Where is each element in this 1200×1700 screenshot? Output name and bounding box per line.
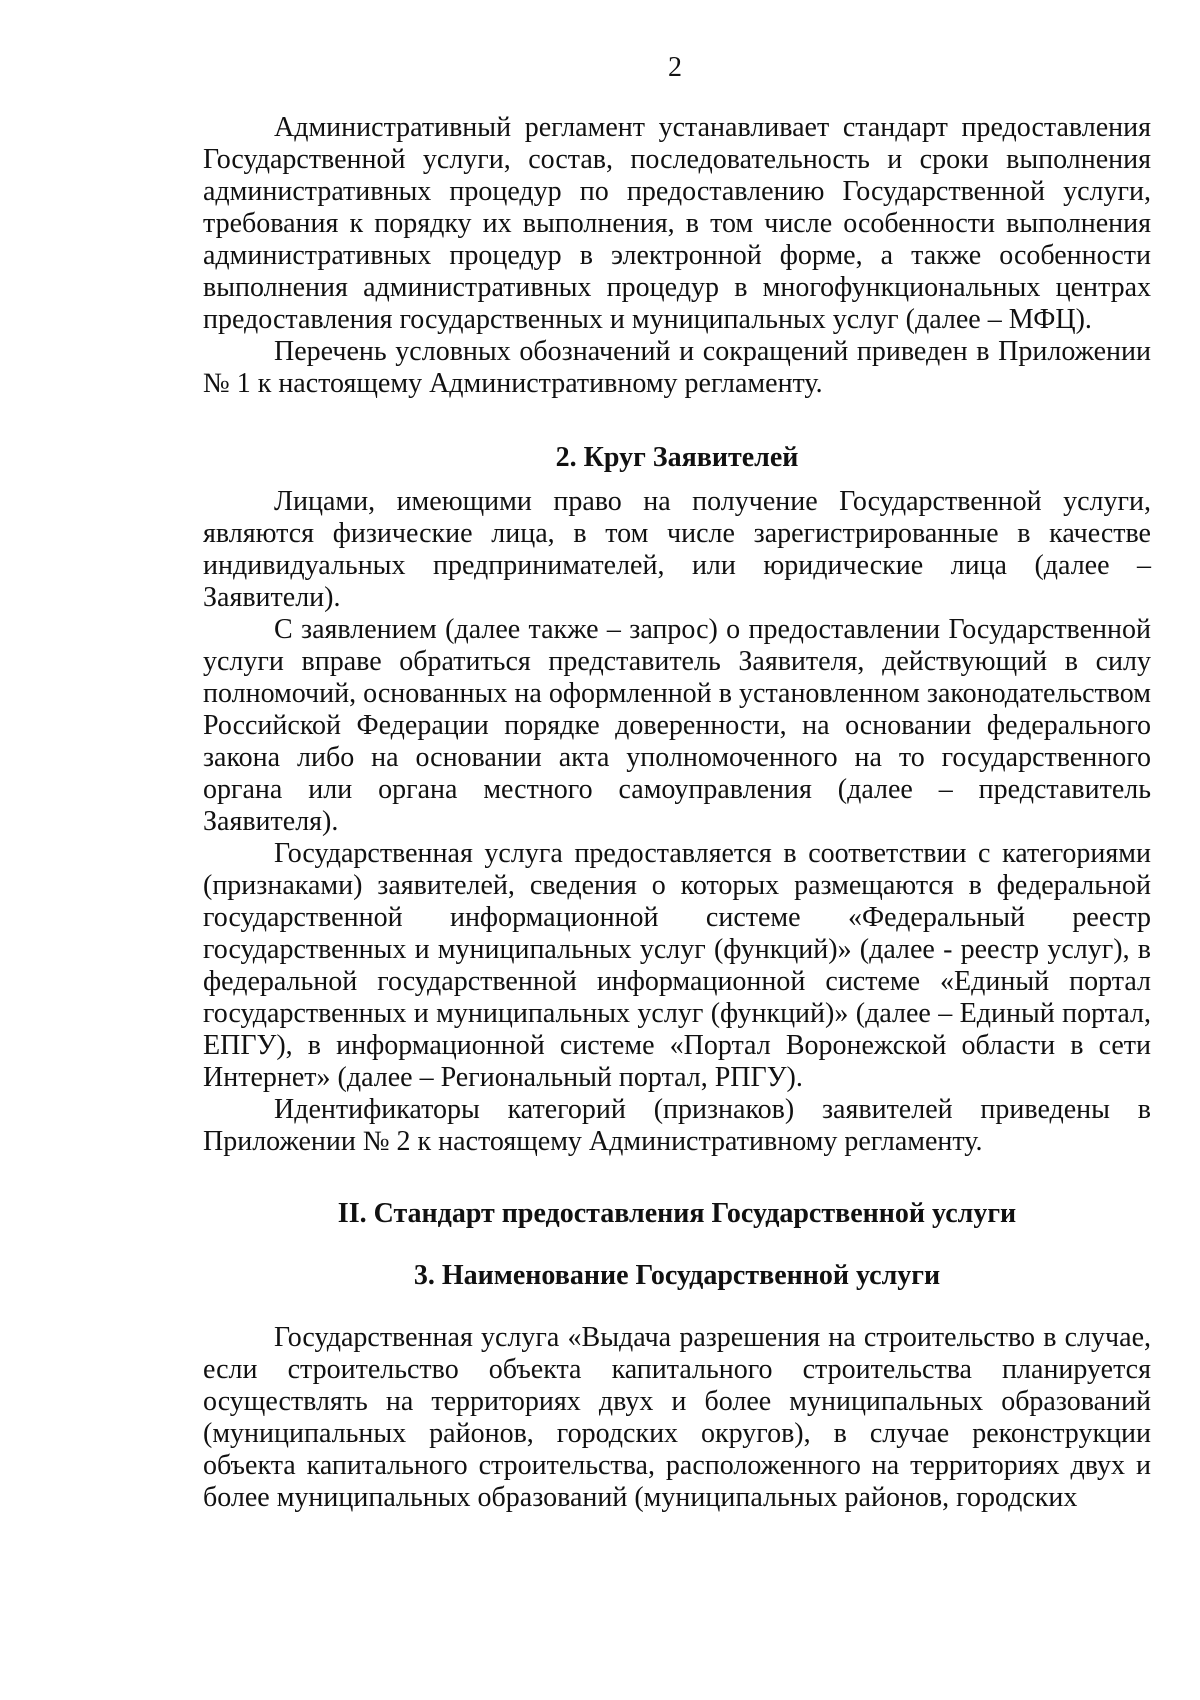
paragraph-applicants: Лицами, имеющими право на получение Государственной услуги, являются физические лица, в том числе зарегистрированные в качестве индивидуальных предпринимателей, или юридические лица (далее – Заявители). [203,486,1151,613]
paragraph-categories: Государственная услуга предоставляется в соответствии с категориями (признаками) заявителей, сведения о которых размещаются в федеральной государственной информационной системе «Федеральный реестр государственных и муниципальных услуг (функций)» (далее - реестр услуг), в федеральной государственной информационной системе «Единый портал государственных и муниципальных услуг (функций)» (далее – Единый портал, ЕПГУ), в информационной системе «Портал Воронежской области в сети Интернет» (далее – Региональный портал, РПГУ). [203,838,1151,1093]
page-number: 2 [668,52,682,83]
paragraph-service-name: Государственная услуга «Выдача разрешения на строительство в случае, если строительство объекта капитального строительства планируется осуществлять на территориях двух и более муниципальных образований (муниципальных районов, городских округов), в случае реконструкции объекта капитального строительства, расположенного на территориях двух и более муниципальных образований (муниципальных районов, городских [203,1322,1151,1513]
section-heading-applicants: 2. Круг Заявителей [555,442,799,473]
paragraph-representative: С заявлением (далее также – запрос) о предоставлении Государственной услуги вправе обратиться представитель Заявителя, действующий в силу полномочий, основанных на оформленной в установленном законодательством Российской Федерации порядке доверенности, на основании федерального закона либо на основании акта уполномоченного на то государственного органа или органа местного самоуправления (далее – представитель Заявителя). [203,614,1151,837]
paragraph-regulation-standard: Административный регламент устанавливает стандарт предоставления Государственной услуги, состав, последовательность и сроки выполнения административных процедур по предоставлению Государственной услуги, требования к порядку их выполнения, в том числе особенности выполнения административных процедур в электронной форме, а также особенности выполнения административных процедур в многофункциональных центрах предоставления государственных и муниципальных услуг (далее – МФЦ). [203,112,1151,335]
paragraph-identifiers: Идентификаторы категорий (признаков) заявителей приведены в Приложении № 2 к настоящему Административному регламенту. [203,1094,1151,1157]
section-heading-service-name: 3. Наименование Государственной услуги [413,1260,941,1291]
section-heading-standard: II. Стандарт предоставления Государственной услуги [337,1198,1017,1229]
document-body [203,112,1151,1514]
paragraph-abbreviations: Перечень условных обозначений и сокращений приведен в Приложении № 1 к настоящему Административному регламенту. [203,336,1151,399]
